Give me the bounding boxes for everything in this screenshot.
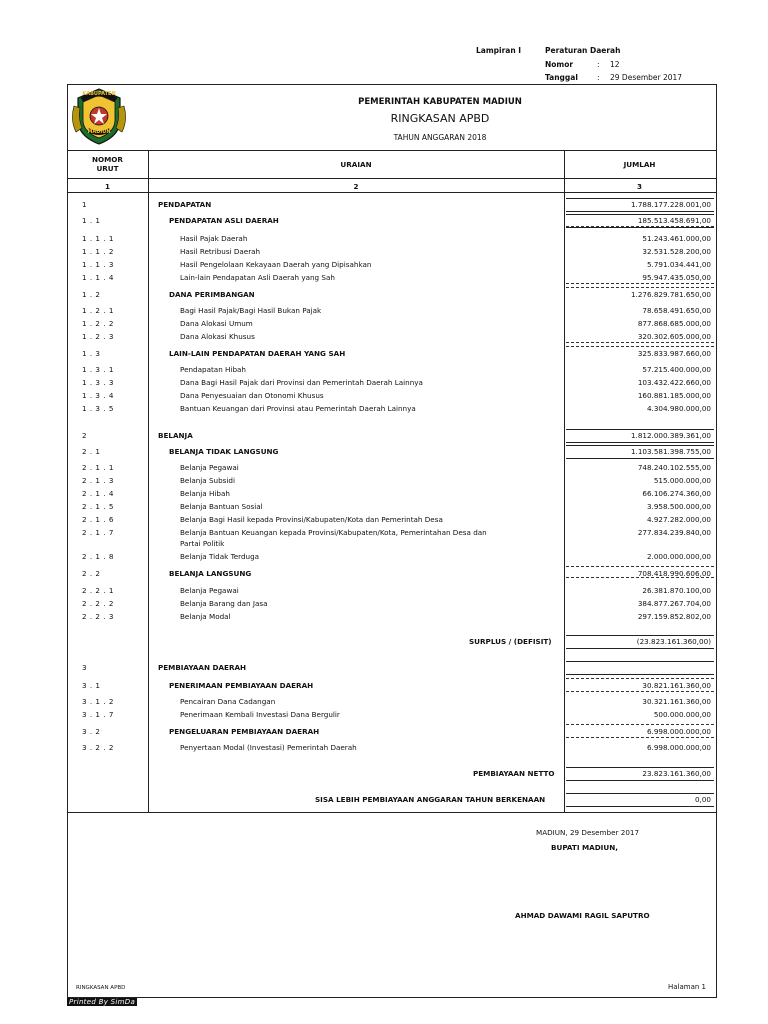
column-header-number-line2: URUT <box>96 164 119 173</box>
row-label: Bagi Hasil Pajak/Bagi Hasil Bukan Pajak <box>180 306 322 315</box>
row-amount: 277.834.239.840,00 <box>637 528 711 537</box>
row-label: Dana Alokasi Khusus <box>180 332 255 341</box>
row-label: Bantuan Keuangan dari Provinsi atau Pemerintah Daerah Lainnya <box>180 404 416 413</box>
row-label: Dana Penyesuaian dan Otonomi Khusus <box>180 391 324 400</box>
row-label: Belanja Pegawai <box>180 586 239 595</box>
row-label: BELANJA <box>158 431 193 440</box>
row-label: BELANJA TIDAK LANGSUNG <box>169 447 279 456</box>
table-bottom-border <box>67 812 716 813</box>
row-number: 1 . 1 <box>82 216 101 225</box>
row-label: Penyertaan Modal (Investasi) Pemerintah Daerah <box>180 743 357 752</box>
amount-box <box>566 429 714 443</box>
column-header-number-line1: NOMOR <box>92 155 123 164</box>
row-amount: 1.276.829.781.650,00 <box>630 290 711 299</box>
row-label: Belanja Pegawai <box>180 463 239 472</box>
row-number: 3 . 2 <box>82 727 101 736</box>
row-label: Pencairan Dana Cadangan <box>180 697 276 706</box>
row-label: Hasil Retribusi Daerah <box>180 247 261 256</box>
regency-logo <box>70 86 128 146</box>
row-label: PEMBIAYAAN NETTO <box>473 769 555 778</box>
row-number: 3 . 1 . 7 <box>82 710 114 719</box>
amount-box <box>566 198 714 212</box>
row-number: 1 . 2 <box>82 290 101 299</box>
footer-document-name: RINGKASAN APBD <box>76 985 126 991</box>
row-amount: 30.821.161.360,00 <box>642 681 711 690</box>
row-number: 2 . 1 . 6 <box>82 515 114 524</box>
row-number: 1 . 3 . 4 <box>82 391 114 400</box>
column-index-3: 3 <box>636 182 642 191</box>
row-label: Dana Bagi Hasil Pajak dari Provinsi dan Pemerintah Daerah Lainnya <box>180 378 423 387</box>
row-number: 1 . 1 . 3 <box>82 260 114 269</box>
row-number: 1 . 2 . 2 <box>82 319 114 328</box>
row-amount: 30.321.161.360,00 <box>642 697 711 706</box>
row-label: Belanja Hibah <box>180 489 230 498</box>
date-colon: : <box>597 73 600 82</box>
row-label: SURPLUS / (DEFISIT) <box>469 637 552 646</box>
row-number: 2 <box>82 431 88 440</box>
amount-dash-line <box>566 287 714 288</box>
column-index-1: 1 <box>104 182 110 191</box>
row-number: 2 . 1 . 1 <box>82 463 114 472</box>
index-divider <box>67 192 716 193</box>
row-amount: 66.106.274.360,00 <box>642 489 711 498</box>
row-number: 3 . 2 . 2 <box>82 743 114 752</box>
row-number: 1 . 1 . 1 <box>82 234 114 243</box>
row-number: 1 . 1 . 2 <box>82 247 114 256</box>
footer-page-number: Halaman 1 <box>668 983 707 991</box>
document-title: RINGKASAN APBD <box>390 112 490 125</box>
row-amount: (23.823.161.360,00) <box>636 637 711 646</box>
row-amount: 6.998.000.000,00 <box>646 743 711 752</box>
amount-dash-line <box>566 678 714 679</box>
row-amount: 57.215.400.000,00 <box>642 365 711 374</box>
number-label: Nomor <box>545 60 574 69</box>
row-label: PENERIMAAN PEMBIAYAAN DAERAH <box>169 681 314 690</box>
row-label: PENDAPATAN ASLI DAERAH <box>169 216 279 225</box>
row-amount: 26.381.870.100,00 <box>642 586 711 595</box>
row-number: 1 . 3 . 1 <box>82 365 114 374</box>
row-label: PEMBIAYAAN DAERAH <box>158 663 247 672</box>
date-label: Tanggal <box>545 73 578 82</box>
row-amount: 500.000.000,00 <box>653 710 711 719</box>
separator-dash-line <box>566 577 714 578</box>
row-amount: 4.927.282.000,00 <box>646 515 711 524</box>
row-number: 1 . 3 <box>82 349 101 358</box>
row-amount: 515.000.000,00 <box>653 476 711 485</box>
amount-dash-line <box>566 566 714 567</box>
separator-dash-line <box>566 226 714 227</box>
number-colon: : <box>597 60 600 69</box>
row-number: 2 . 1 <box>82 447 101 456</box>
row-amount: 95.947.435.050,00 <box>642 273 711 282</box>
signature-place-date: MADIUN, 29 Desember 2017 <box>536 828 640 837</box>
column-header-description: URAIAN <box>340 160 372 169</box>
separator-dash-line <box>566 691 714 692</box>
row-amount: 3.958.500.000,00 <box>646 502 711 511</box>
row-amount: 877.868.685.000,00 <box>637 319 711 328</box>
row-amount: 1.812.000.389.361,00 <box>630 431 711 440</box>
row-amount: 0,00 <box>694 795 711 804</box>
amount-dash-line <box>566 346 714 347</box>
column-header-amount: JUMLAH <box>623 160 656 169</box>
government-name: PEMERINTAH KABUPATEN MADIUN <box>358 97 522 107</box>
amount-box <box>566 661 714 675</box>
row-amount: 4.304.980.000,00 <box>646 404 711 413</box>
row-number: 1 . 2 . 1 <box>82 306 114 315</box>
row-number: 2 . 1 . 7 <box>82 528 114 537</box>
row-amount: 6.998.000.000,00 <box>646 727 711 736</box>
row-amount: 23.823.161.360,00 <box>642 769 711 778</box>
row-amount: 1.103.581.398.755,00 <box>630 447 711 456</box>
amount-box <box>566 767 714 781</box>
row-amount: 708.418.990.606,00 <box>637 569 711 578</box>
row-amount: 1.788.177.228.001,00 <box>630 200 711 209</box>
row-number: 2 . 1 . 5 <box>82 502 114 511</box>
row-amount: 51.243.461.000,00 <box>642 234 711 243</box>
row-label: LAIN-LAIN PENDAPATAN DAERAH YANG SAH <box>169 349 346 358</box>
separator-dash-line <box>566 283 714 284</box>
row-label: Hasil Pajak Daerah <box>180 234 248 243</box>
separator-dash-line <box>566 342 714 343</box>
row-number: 3 . 1 . 2 <box>82 697 114 706</box>
separator-dash-line <box>566 737 714 738</box>
row-amount: 297.159.852.802,00 <box>637 612 711 621</box>
row-number: 2 . 2 . 3 <box>82 612 114 621</box>
amount-dash-line <box>566 724 714 725</box>
row-number: 2 . 1 . 4 <box>82 489 114 498</box>
amount-box <box>566 445 714 459</box>
regulation-type: Peraturan Daerah <box>545 46 621 55</box>
row-amount: 5.791.034.441,00 <box>646 260 711 269</box>
row-number: 1 . 3 . 3 <box>82 378 114 387</box>
row-label: Hasil Pengelolaan Kekayaan Daerah yang Dipisahkan <box>180 260 372 269</box>
date-value: 29 Desember 2017 <box>610 73 683 82</box>
row-number: 1 . 3 . 5 <box>82 404 114 413</box>
number-value: 12 <box>610 60 620 69</box>
row-label: Belanja Subsidi <box>180 476 235 485</box>
row-number: 1 . 2 . 3 <box>82 332 114 341</box>
row-number: 2 . 1 . 8 <box>82 552 114 561</box>
column-header-number <box>67 155 148 173</box>
row-number: 2 . 2 . 1 <box>82 586 114 595</box>
amount-box <box>566 635 714 649</box>
row-number: 3 <box>82 663 88 672</box>
row-label: PENGELUARAN PEMBIAYAAN DAERAH <box>169 727 320 736</box>
column-divider-1 <box>148 150 149 812</box>
logo-bottom-text: MADIUN <box>87 129 111 135</box>
row-label: BELANJA LANGSUNG <box>169 569 252 578</box>
table-top-border <box>67 150 716 151</box>
row-number: 2 . 1 . 3 <box>82 476 114 485</box>
row-label: Belanja Bagi Hasil kepada Provinsi/Kabupaten/Kota dan Pemerintah Desa <box>180 515 443 524</box>
row-label: SISA LEBIH PEMBIAYAAN ANGGARAN TAHUN BERKENAAN <box>315 795 546 804</box>
row-label: PENDAPATAN <box>158 200 212 209</box>
row-label: Penerimaan Kembali Investasi Dana Bergulir <box>180 710 340 719</box>
row-number: 2 . 2 <box>82 569 101 578</box>
attachment-label: Lampiran I <box>476 46 522 55</box>
column-divider-2 <box>564 150 565 812</box>
row-label: Dana Alokasi Umum <box>180 319 253 328</box>
row-amount: 78.658.491.650,00 <box>642 306 711 315</box>
row-label: Belanja Barang dan Jasa <box>180 599 268 608</box>
row-label: Belanja Modal <box>180 612 231 621</box>
row-label: Belanja Bantuan Sosial <box>180 502 263 511</box>
logo-top-text: KABUPATEN <box>82 91 116 97</box>
fiscal-year: TAHUN ANGGARAN 2018 <box>393 133 487 142</box>
row-amount: 325.833.987.660,00 <box>637 349 711 358</box>
row-amount: 384.877.267.704,00 <box>637 599 711 608</box>
signature-position: BUPATI MADIUN, <box>551 843 618 852</box>
row-amount: 185.513.458.691,00 <box>637 216 711 225</box>
row-amount: 320.302.605.000,00 <box>637 332 711 341</box>
row-amount: 2.000.000.000,00 <box>646 552 711 561</box>
header-divider <box>67 178 716 179</box>
row-amount: 748.240.102.555,00 <box>637 463 711 472</box>
row-number: 1 . 1 . 4 <box>82 273 114 282</box>
row-label: Lain-lain Pendapatan Asli Daerah yang Sah <box>180 273 335 282</box>
row-label: Pendapatan Hibah <box>180 365 246 374</box>
row-number: 2 . 2 . 2 <box>82 599 114 608</box>
printed-by-stamp: Printed By SimDa <box>69 998 136 1006</box>
amount-box <box>566 793 714 807</box>
row-label: DANA PERIMBANGAN <box>169 290 255 299</box>
row-label: Belanja Tidak Terduga <box>180 552 260 561</box>
row-number: 1 <box>82 200 88 209</box>
signature-name: AHMAD DAWAMI RAGIL SAPUTRO <box>515 911 650 920</box>
row-label: Belanja Bantuan Keuangan kepada Provinsi/Kabupaten/Kota, Pemerintahan Desa dan <box>180 528 487 537</box>
row-number: 3 . 1 <box>82 681 101 690</box>
row-amount: 32.531.528.200,00 <box>642 247 711 256</box>
row-amount: 103.432.422.660,00 <box>637 378 711 387</box>
row-amount: 160.881.185.000,00 <box>637 391 711 400</box>
column-index-2: 2 <box>353 182 359 191</box>
row-label-continued: Partai Politik <box>180 539 225 548</box>
